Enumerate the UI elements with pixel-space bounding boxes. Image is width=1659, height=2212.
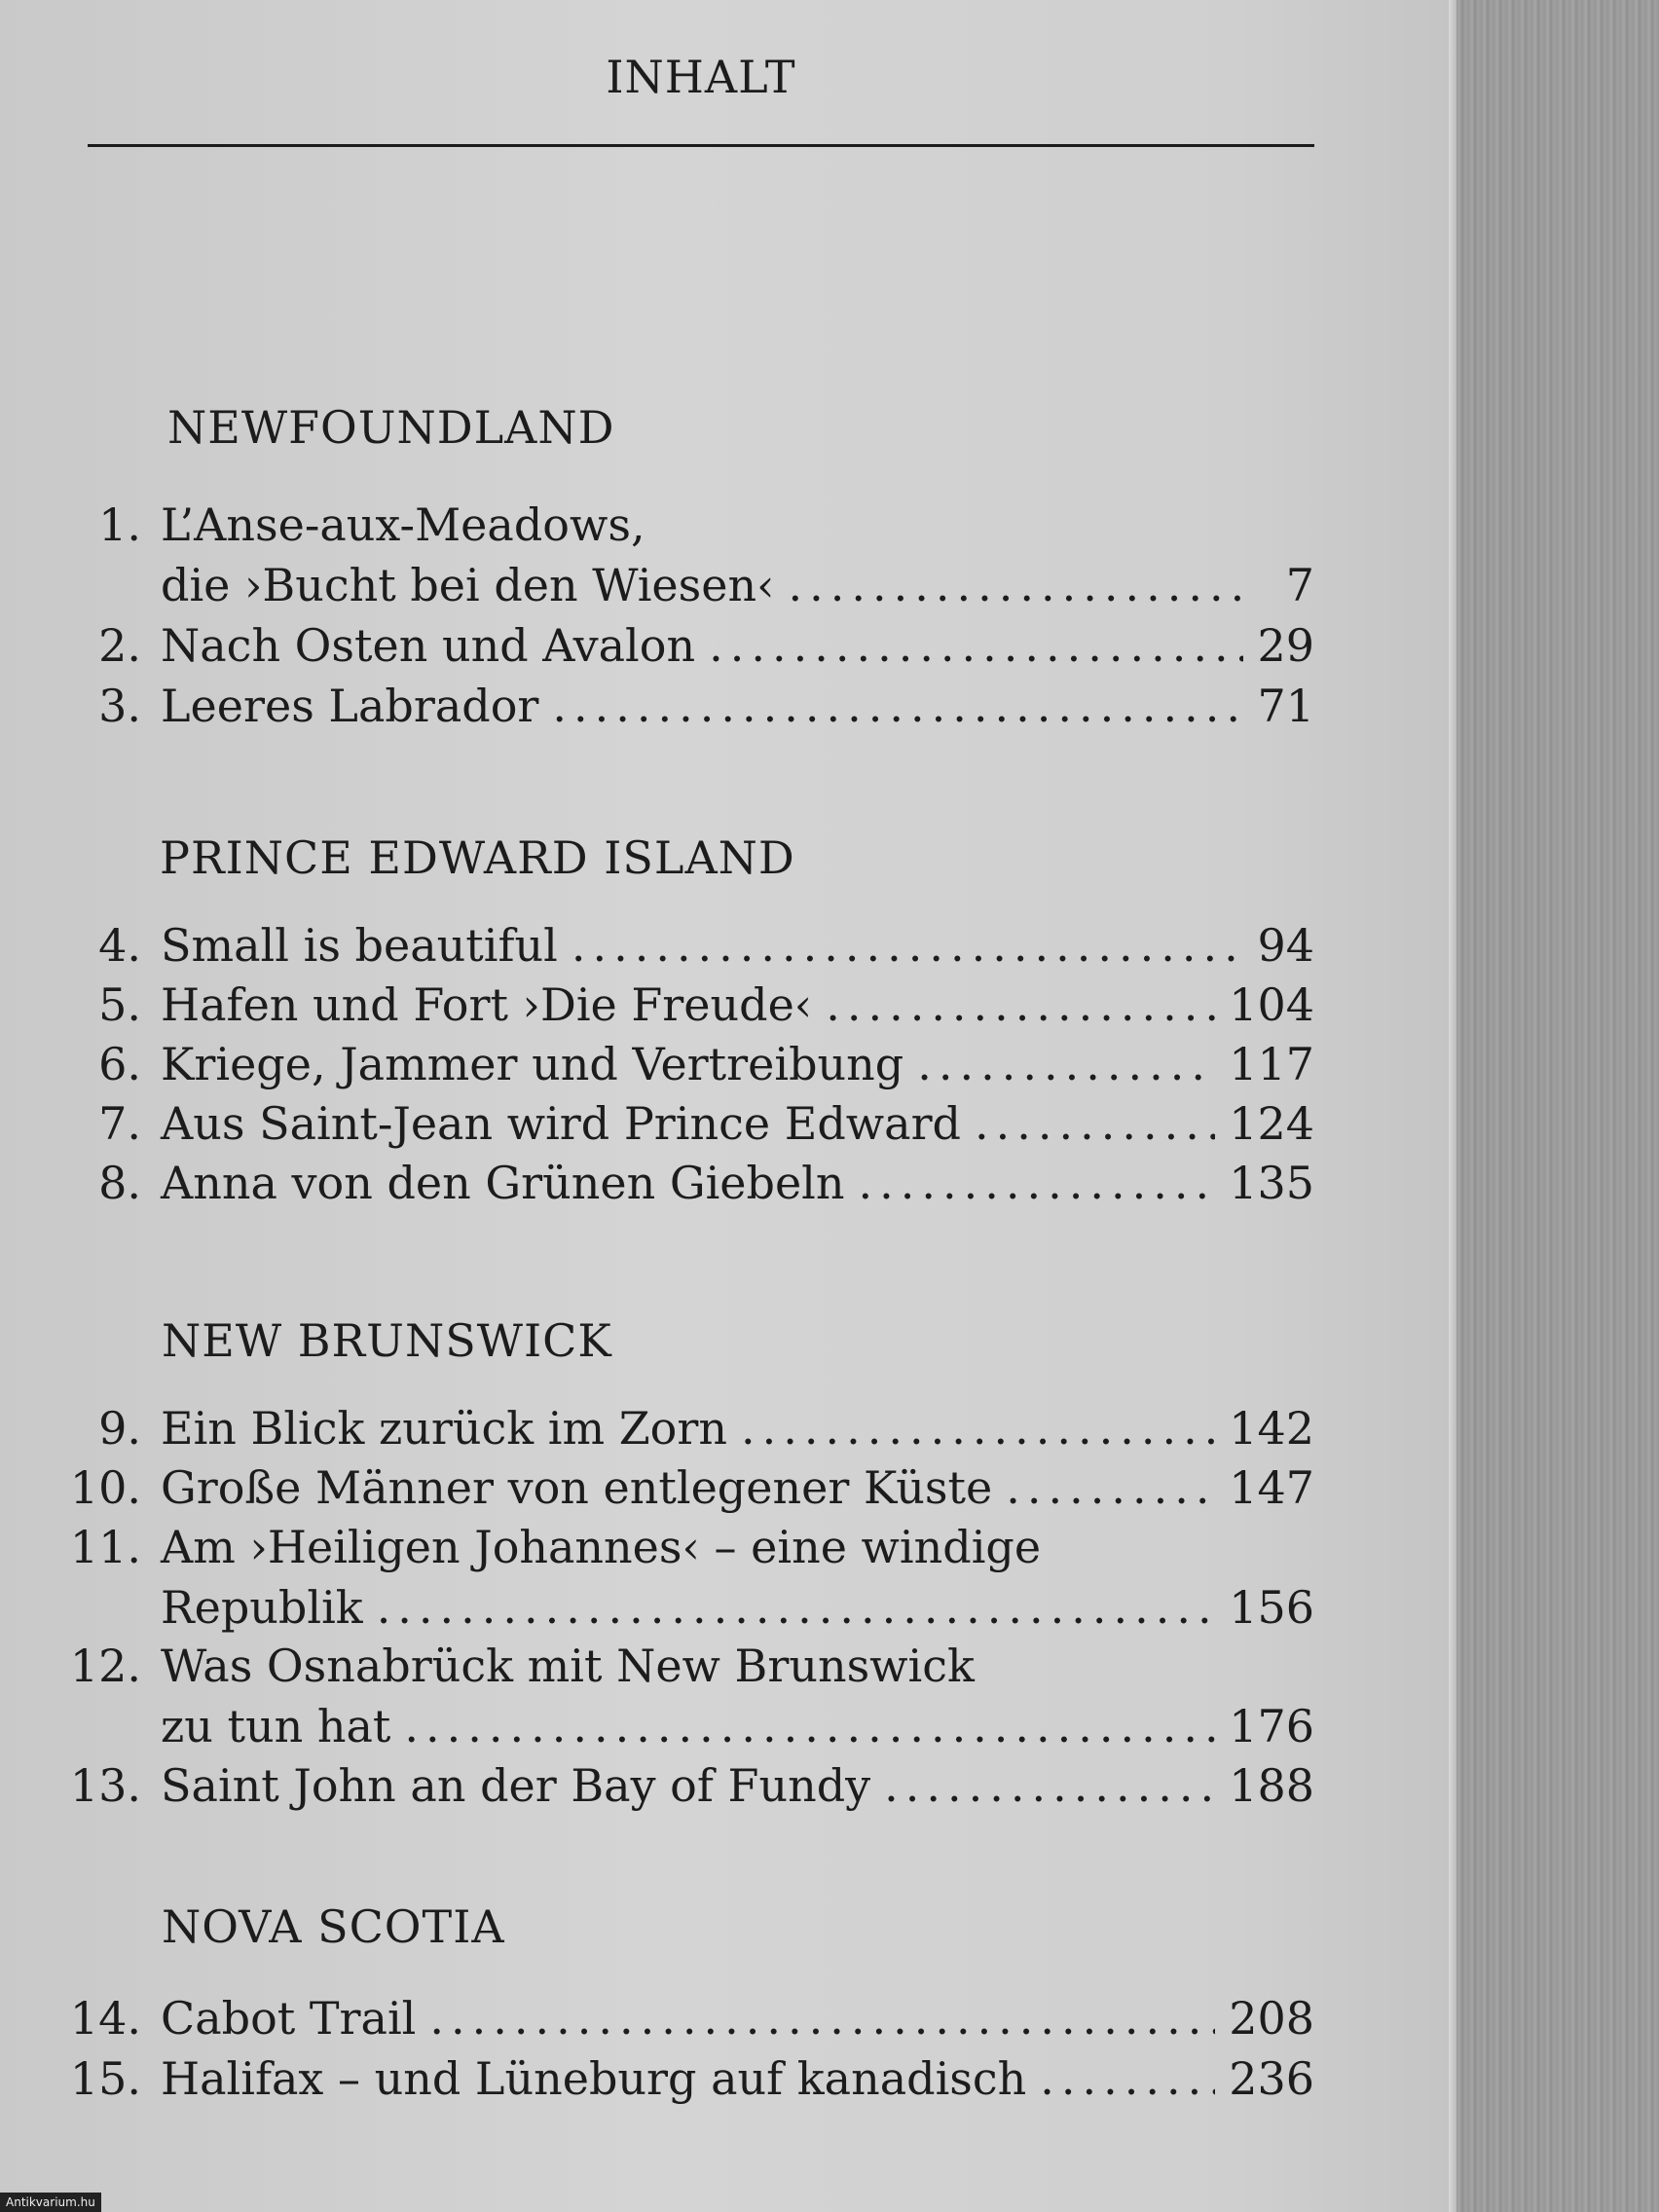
entry-number: 12. xyxy=(69,1640,141,1692)
entry-number: 13. xyxy=(69,1759,141,1812)
entry-title-line: die ›Bucht bei den Wiesen‹ xyxy=(161,559,775,611)
entry-title-line: Was Osnabrück mit New Brunswick xyxy=(161,1640,975,1692)
dot-leader xyxy=(404,1696,1215,1756)
entry-page-number: 142 xyxy=(1229,1402,1314,1455)
section-title-new-brunswick: NEW BRUNSWICK xyxy=(162,1314,612,1367)
entry-title-line: Republik xyxy=(161,1581,363,1634)
entry-page-number: 7 xyxy=(1285,559,1314,611)
toc-entry-3[interactable] xyxy=(68,676,1314,736)
entry-page-number: 156 xyxy=(1229,1581,1314,1634)
toc-entry-11[interactable] xyxy=(68,1517,1314,1638)
entry-title-line: Small is beautiful xyxy=(161,919,558,972)
toc-entry-1[interactable] xyxy=(68,495,1314,615)
toc-entry-9[interactable] xyxy=(68,1398,1314,1458)
entry-number: 9. xyxy=(98,1402,141,1455)
entry-page-number: 176 xyxy=(1229,1700,1314,1752)
entry-page-number: 104 xyxy=(1229,978,1314,1031)
entry-number: 14. xyxy=(69,1992,141,2045)
entry-title-line: Am ›Heiligen Johannes‹ – eine windige xyxy=(161,1521,1042,1573)
entry-title-line: Saint John an der Bay of Fundy xyxy=(161,1759,871,1812)
section-title-newfoundland: NEWFOUNDLAND xyxy=(167,401,615,454)
entry-number: 15. xyxy=(69,2052,141,2105)
toc-entry-8[interactable] xyxy=(68,1153,1314,1213)
toc-entry-6[interactable] xyxy=(68,1034,1314,1094)
dot-leader xyxy=(1006,1457,1215,1518)
entry-number: 4. xyxy=(98,919,141,972)
entry-page-number: 124 xyxy=(1229,1097,1314,1150)
entry-page-number: 208 xyxy=(1229,1992,1314,2045)
dot-leader xyxy=(552,676,1243,736)
entry-number: 8. xyxy=(98,1157,141,1209)
dot-leader xyxy=(789,555,1252,615)
entry-title-line: Leeres Labrador xyxy=(161,680,539,732)
section-title-nova-scotia: NOVA SCOTIA xyxy=(162,1900,505,1953)
toc-entry-13[interactable] xyxy=(68,1755,1314,1816)
entry-title-line: Halifax – und Lüneburg auf kanadisch xyxy=(161,2052,1027,2105)
entry-title-line: Hafen und Fort ›Die Freude‹ xyxy=(161,978,813,1031)
dot-leader xyxy=(917,1034,1215,1094)
page-title: INHALT xyxy=(606,51,796,103)
toc-entry-12[interactable] xyxy=(68,1636,1314,1756)
toc-entry-2[interactable] xyxy=(68,615,1314,676)
entry-page-number: 117 xyxy=(1229,1038,1314,1090)
entry-number: 2. xyxy=(98,619,141,672)
dot-leader xyxy=(884,1755,1215,1816)
dot-leader xyxy=(975,1093,1215,1154)
dot-leader xyxy=(1040,2048,1215,2109)
dot-leader xyxy=(429,1988,1215,2048)
dot-leader xyxy=(709,615,1243,676)
dot-leader xyxy=(741,1398,1215,1458)
entry-page-number: 71 xyxy=(1257,680,1314,732)
entry-title-line: Kriege, Jammer und Vertreibung xyxy=(161,1038,904,1090)
entry-number: 5. xyxy=(98,978,141,1031)
entry-number: 7. xyxy=(98,1097,141,1150)
toc-entry-4[interactable] xyxy=(68,915,1314,976)
entry-number: 1. xyxy=(98,498,141,551)
entry-page-number: 188 xyxy=(1229,1759,1314,1812)
entry-title-line: Nach Osten und Avalon xyxy=(161,619,696,672)
entry-title-line: Ein Blick zurück im Zorn xyxy=(161,1402,727,1455)
entry-title-line: Anna von den Grünen Giebeln xyxy=(161,1157,845,1209)
entry-title-line: Große Männer von entlegener Küste xyxy=(161,1461,993,1514)
dot-leader xyxy=(571,915,1244,976)
dot-leader xyxy=(859,1153,1216,1213)
toc-entry-7[interactable] xyxy=(68,1093,1314,1154)
dot-leader xyxy=(377,1577,1216,1638)
entry-number: 10. xyxy=(69,1461,141,1514)
entry-title-line: Cabot Trail xyxy=(161,1992,417,2045)
book-spine-edge xyxy=(1456,0,1659,2212)
entry-page-number: 236 xyxy=(1229,2052,1314,2105)
entry-title-line: L’Anse-aux-Meadows, xyxy=(161,498,645,551)
toc-entry-15[interactable] xyxy=(68,2048,1314,2109)
entry-page-number: 94 xyxy=(1257,919,1314,972)
watermark-label: Antikvarium.hu xyxy=(0,2193,101,2212)
entry-title-line: Aus Saint-Jean wird Prince Edward xyxy=(161,1097,962,1150)
entry-page-number: 29 xyxy=(1257,619,1314,672)
entry-number: 3. xyxy=(98,680,141,732)
header-rule xyxy=(88,144,1314,147)
section-title-prince-edward-island: PRINCE EDWARD ISLAND xyxy=(160,831,795,884)
dot-leader xyxy=(826,975,1215,1035)
entry-number: 11. xyxy=(69,1521,141,1573)
entry-page-number: 135 xyxy=(1229,1157,1314,1209)
toc-entry-5[interactable] xyxy=(68,975,1314,1035)
toc-entry-14[interactable] xyxy=(68,1988,1314,2048)
entry-number: 6. xyxy=(98,1038,141,1090)
entry-title-line: zu tun hat xyxy=(161,1700,391,1752)
entry-page-number: 147 xyxy=(1229,1461,1314,1514)
toc-entry-10[interactable] xyxy=(68,1457,1314,1518)
